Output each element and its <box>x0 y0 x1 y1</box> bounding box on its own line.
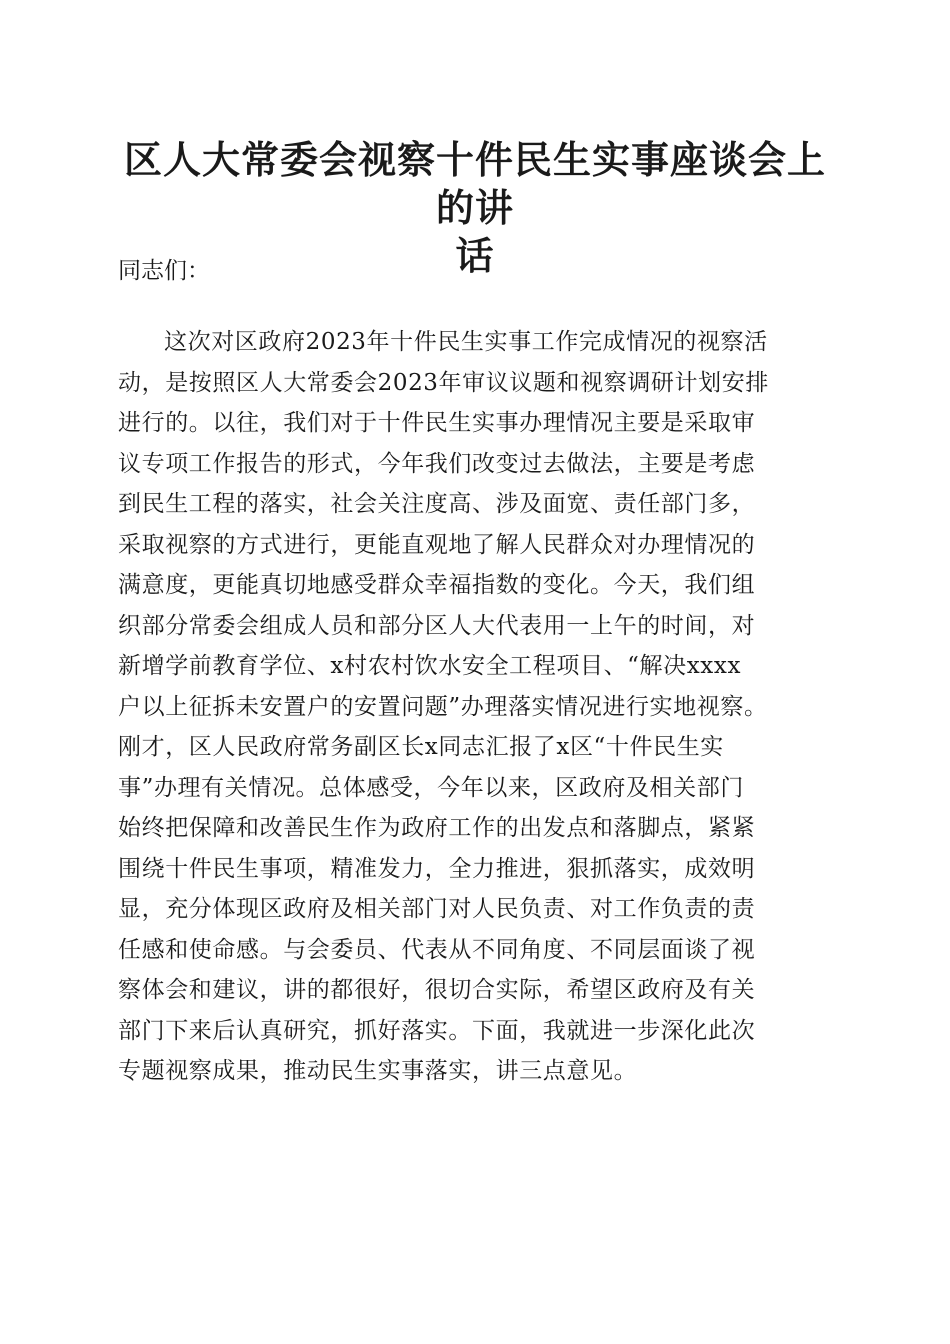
paragraph-line: 这次对区政府2023年十件民生实事工作完成情况的视察活 <box>164 329 768 355</box>
paragraph-line: 刚才，区人民政府常务副区长x同志汇报了x区“十件民生实 <box>118 734 724 760</box>
paragraph-line: 采取视察的方式进行，更能直观地了解人民群众对办理情况的 <box>118 531 756 558</box>
paragraph-line: 满意度，更能真切地感受群众幸福指数的变化。今天，我们组 <box>118 572 756 598</box>
paragraph-line: 始终把保障和改善民生作为政府工作的出发点和落脚点，紧紧 <box>118 815 756 841</box>
body-paragraph <box>118 322 838 1092</box>
paragraph-line: 织部分常委会组成人员和部分区人大代表用一上午的时间，对 <box>118 612 756 639</box>
paragraph-line: 新增学前教育学位、x村农村饮水安全工程项目、“解决xxxx <box>118 653 742 679</box>
title-line-1: 区人大常委会视察十件民生实事座谈会上的讲 <box>123 137 826 230</box>
paragraph-line: 户以上征拆未安置户的安置问题”办理落实情况进行实地视察。 <box>118 693 768 720</box>
paragraph-line: 部门下来后认真研究，抓好落实。下面，我就进一步深化此次 <box>118 1017 756 1044</box>
greeting: 同志们： <box>118 258 210 284</box>
paragraph-line: 专题视察成果，推动民生实事落实，讲三点意见。 <box>118 1058 638 1084</box>
paragraph-line: 显，充分体现区政府及相关部门对人民负责、对工作负责的责 <box>118 896 756 922</box>
title-line-2: 话 <box>455 233 495 278</box>
paragraph-line: 进行的。以往，我们对于十件民生实事办理情况主要是采取审 <box>118 410 756 436</box>
paragraph-line: 事”办理有关情况。总体感受，今年以来，区政府及相关部门 <box>118 774 744 801</box>
paragraph-line: 围绕十件民生事项，精准发力，全力推进，狠抓落实，成效明 <box>118 855 756 882</box>
paragraph-line: 动，是按照区人大常委会2023年审议议题和视察调研计划安排 <box>118 369 769 396</box>
paragraph-line: 察体会和建议，讲的都很好，很切合实际，希望区政府及有关 <box>118 977 756 1003</box>
document-title <box>110 136 840 280</box>
paragraph-line: 到民生工程的落实，社会关注度高、涉及面宽、责任部门多， <box>118 491 756 517</box>
paragraph-line: 议专项工作报告的形式，今年我们改变过去做法，主要是考虑 <box>118 450 756 477</box>
paragraph-line: 任感和使命感。与会委员、代表从不同角度、不同层面谈了视 <box>118 936 756 963</box>
